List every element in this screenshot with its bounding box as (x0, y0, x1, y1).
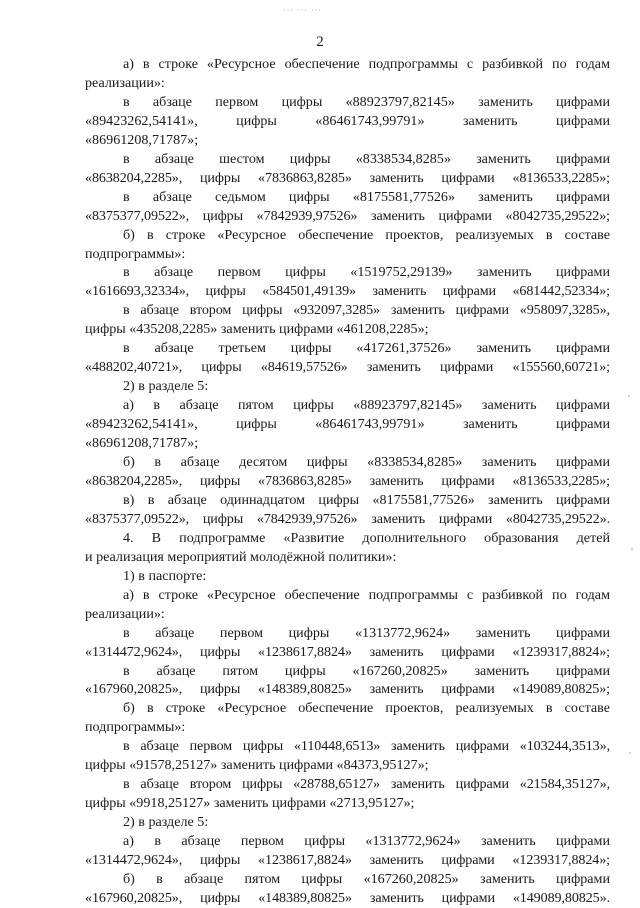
header-stamp: ··· ··· ··· (283, 6, 322, 15)
text-line: «488202,40721», цифры «84619,57526» заменить цифрами «155560,60721»; (85, 359, 610, 376)
text-line: в) в абзаце одиннадцатом цифры «8175581,77526» заменить цифрами (123, 491, 610, 508)
text-line: а) в строке «Ресурсное обеспечение подпрограммы с разбивкой по годам (123, 56, 610, 72)
text-line: «167960,20825», цифры «148389,80825» заменить цифрами «149089,80825»; (85, 681, 610, 698)
text-line: 1) в паспорте: (123, 567, 207, 584)
scan-speck (629, 752, 631, 754)
text-line: «86961208,71787»; (85, 131, 199, 148)
text-line: а) в абзаце пятом цифры «88923797,82145» заменить цифрами (123, 397, 610, 414)
scan-speck (628, 395, 630, 397)
text-line: «8375377,09522», цифры «7842939,97526» заменить цифрами «8042735,29522». (85, 510, 610, 527)
text-line: 4. В подпрограмме «Развитие дополнительного образования детей (123, 529, 610, 546)
text-line: в абзаце втором цифры «28788,65127» заменить цифрами «21584,35127», (123, 776, 610, 793)
text-line: в абзаце шестом цифры «8338534,8285» заменить цифрами (123, 150, 610, 167)
text-line: в абзаце втором цифры «932097,3285» заменить цифрами «958097,3285», (123, 302, 610, 319)
text-line: в абзаце седьмом цифры «8175581,77526» заменить цифрами (123, 188, 610, 205)
text-line: «89423262,54141», цифры «86461743,99791» заменить цифрами (85, 112, 610, 129)
text-line: 2) в разделе 5: (123, 814, 209, 831)
text-line: «86961208,71787»; (85, 435, 199, 452)
text-line: цифры «9918,25127» заменить цифрами «2713,95127»; (85, 795, 415, 812)
text-line: а) в абзаце первом цифры «1313772,9624» заменить цифрами (123, 833, 610, 850)
text-line: в абзаце первом цифры «110448,6513» заменить цифрами «103244,3513», (123, 738, 610, 755)
text-line: реализации»: (85, 74, 165, 91)
text-line: «8375377,09522», цифры «7842939,97526» заменить цифрами «8042735,29522»; (85, 207, 610, 224)
text-line: подпрограммы»: (85, 719, 186, 736)
text-line: б) в строке «Ресурсное обеспечение проектов, реализуемых в составе (123, 226, 610, 243)
text-line: и реализация мероприятий молодёжной политики»: (85, 548, 397, 565)
text-line: в абзаце первом цифры «1519752,29139» заменить цифрами (123, 264, 610, 281)
text-line: в абзаце первом цифры «88923797,82145» заменить цифрами (123, 93, 610, 110)
text-line: б) в абзаце пятом цифры «167260,20825» заменить цифрами (123, 870, 610, 887)
text-line: цифры «435208,2285» заменить цифрами «461208,2285»; (85, 321, 429, 338)
page-number: 2 (316, 34, 324, 50)
text-line: в абзаце первом цифры «1313772,9624» заменить цифрами (123, 624, 610, 641)
document-body (85, 55, 610, 908)
text-line: 2) в разделе 5: (123, 378, 209, 395)
text-line: б) в строке «Ресурсное обеспечение проектов, реализуемых в составе (123, 700, 610, 717)
text-line: подпрограммы»: (85, 245, 186, 262)
text-line: цифры «91578,25127» заменить цифрами «84373,95127»; (85, 757, 429, 774)
scan-speck (631, 548, 633, 550)
text-line: «1314472,9624», цифры «1238617,8824» заменить цифрами «1239317,8824»; (85, 852, 610, 869)
text-line: реализации»: (85, 605, 165, 622)
text-line: «1314472,9624», цифры «1238617,8824» заменить цифрами «1239317,8824»; (85, 643, 610, 660)
text-line: в абзаце пятом цифры «167260,20825» заменить цифрами (123, 662, 610, 679)
text-line: «8638204,2285», цифры «7836863,8285» заменить цифрами «8136533,2285»; (85, 472, 610, 489)
text-line: «89423262,54141», цифры «86461743,99791» заменить цифрами (85, 416, 610, 433)
text-line: «167960,20825», цифры «148389,80825» заменить цифрами «149089,80825». (85, 889, 610, 906)
text-line: «8638204,2285», цифры «7836863,8285» заменить цифрами «8136533,2285»; (85, 169, 610, 186)
text-line: а) в строке «Ресурсное обеспечение подпрограммы с разбивкой по годам (123, 586, 610, 603)
text-line: б) в абзаце десятом цифры «8338534,8285» заменить цифрами (123, 454, 610, 471)
text-line: «1616693,32334», цифры «584501,49139» заменить цифрами «681442,52334»; (85, 283, 610, 300)
text-line: в абзаце третьем цифры «417261,37526» заменить цифрами (123, 340, 610, 357)
